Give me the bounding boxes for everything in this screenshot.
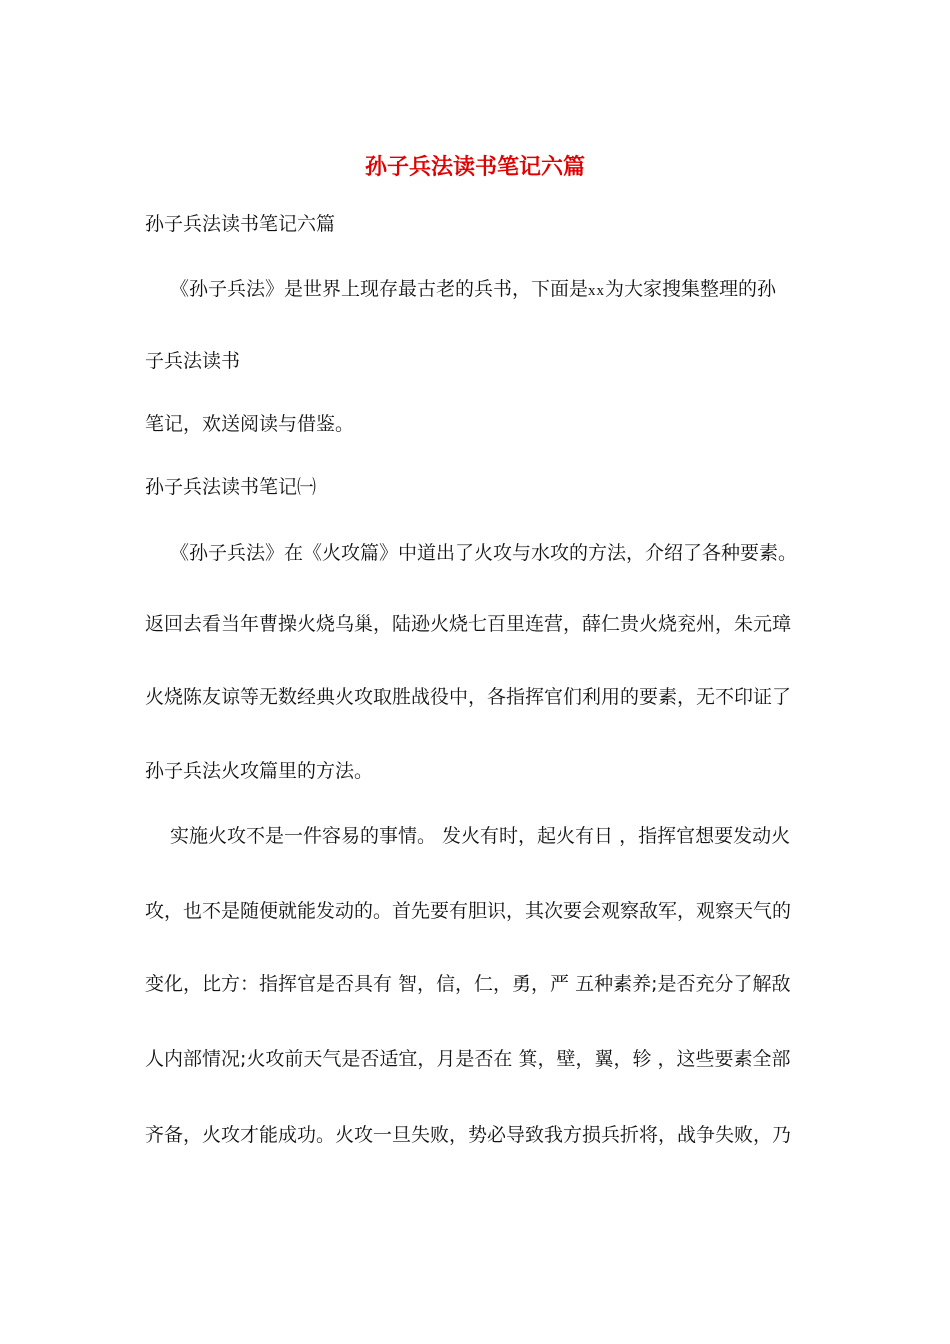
- document-subtitle: 孙子兵法读书笔记六篇: [145, 213, 336, 235]
- intro-line-3: 笔记，欢送阅读与借鉴。: [145, 413, 355, 435]
- paragraph2-line-5: 齐备，火攻才能成功。火攻一旦失败，势必导致我方损兵折将，战争失败，乃: [145, 1124, 792, 1146]
- paragraph1-line-3: 火烧陈友谅等无数经典火攻取胜战役中，各指挥官们利用的要素，无不印证了: [145, 686, 792, 708]
- intro-line-1: [170, 276, 776, 304]
- paragraph1-line-1: 《孙子兵法》在《火攻篇》中道出了火攻与水攻的方法，介绍了各种要素。: [170, 542, 798, 564]
- intro-text-part2: 为大家搜集整理的孙: [605, 278, 777, 300]
- paragraph2-line-2: 攻，也不是随便就能发动的。首先要有胆识，其次要会观察敌军，观察天气的: [145, 900, 792, 922]
- intro-line-2: 子兵法读书: [145, 350, 241, 372]
- intro-text-part1: 《孙子兵法》是世界上现存最古老的兵书，下面是: [170, 278, 589, 300]
- paragraph2-line-4: 人内部情况;火攻前天气是否适宜，月是否在 箕，壁，翼，轸 ，这些要素全部: [145, 1048, 791, 1070]
- paragraph1-line-2: 返回去看当年曹操火烧乌巢，陆逊火烧七百里连营，薛仁贵火烧兖州，朱元璋: [145, 613, 792, 635]
- section-heading: 孙子兵法读书笔记㈠: [145, 476, 317, 498]
- intro-placeholder-xx: xx: [588, 283, 606, 299]
- paragraph2-line-3: 变化，比方：指挥官是否具有 智，信，仁，勇，严 五种素养;是否充分了解敌: [145, 973, 791, 995]
- paragraph2-line-1: 实施火攻不是一件容易的事情。 发火有时，起火有日 ，指挥官想要发动火: [170, 825, 791, 847]
- document-title: 孙子兵法读书笔记六篇: [364, 154, 585, 180]
- paragraph1-line-4: 孙子兵法火攻篇里的方法。: [145, 760, 374, 782]
